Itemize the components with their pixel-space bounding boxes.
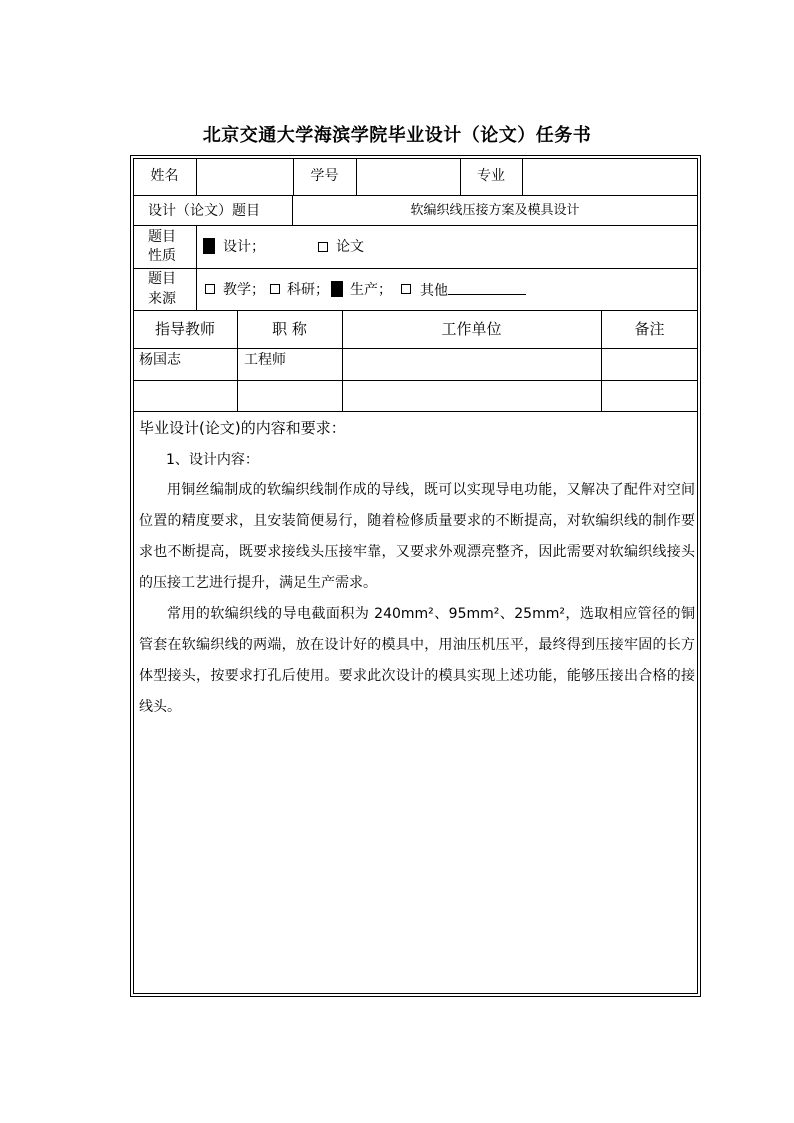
row-divider [133,348,698,349]
design-checkbox-checked[interactable] [203,238,215,254]
research-checkbox[interactable] [270,284,280,294]
content-body [139,475,695,723]
col-divider [196,225,197,310]
other-checkbox[interactable] [401,284,411,294]
row-divider [133,268,698,269]
student-id-label: 学号 [310,168,339,184]
row-divider [133,380,698,381]
col-divider [356,158,357,195]
col-divider [196,158,197,195]
production-checkbox-checked[interactable] [331,281,343,297]
source-label-line2: 来源 [148,291,176,307]
advisor-name-cell[interactable]: 杨国志 [139,352,181,368]
thesis-checkbox[interactable] [318,242,328,252]
thesis-title-label: 设计（论文）题目 [148,203,260,219]
teaching-option-label: 教学； [223,282,265,298]
thesis-option-label: 论文 [336,239,364,255]
content-heading: 毕业设计(论文)的内容和要求： [139,419,346,437]
major-label: 专业 [477,168,505,184]
title-header: 职 称 [272,320,307,338]
section-heading: 1、设计内容： [166,452,259,468]
thesis-title-value[interactable]: 软编织线压接方案及模具设计 [410,203,580,218]
nature-label-line2: 性质 [148,248,176,264]
research-option-label: 科研； [287,282,329,298]
document-title: 北京交通大学海滨学院毕业设计（论文）任务书 [202,125,592,146]
advisor-header: 指导教师 [154,320,215,338]
remarks-header: 备注 [634,320,665,338]
design-option-label: 设计； [223,239,265,255]
nature-label-line1: 题目 [148,229,176,245]
workplace-header: 工作单位 [441,320,502,338]
source-label-line1: 题目 [148,271,176,287]
name-label: 姓名 [150,168,179,184]
col-divider [522,158,523,195]
row-divider [133,225,698,226]
paragraph-1: 用铜丝编制成的软编织线制作成的导线，既可以实现导电功能，又解决了配件对空间位置的精度要求，且安装简便易行，随着检修质量要求的不断提高，对软编织线的制作要求也不断提高，既要求接线头压接牢靠，又要求外观漂亮整齐，因此需要对软编织线接头的压接工艺进行提升，满足生产需求。 [139,482,695,591]
row-divider [133,411,698,412]
advisor-title-cell[interactable]: 工程师 [244,352,286,368]
other-option-label: 其他 [420,282,526,299]
row-divider [133,310,698,311]
teaching-checkbox[interactable] [205,284,215,294]
production-option-label: 生产； [350,282,392,298]
paragraph-2: 常用的软编织线的导电截面积为 240mm²、95mm²、25mm²，选取相应管径的铜管套在软编织线的两端，放在设计好的模具中，用油压机压平，最终得到压接牢固的长方体型接头，按要求打孔后使用。要求此次设计的模具实现上述功能，能够压接出合格的接线头。 [139,606,695,715]
row-divider [133,195,698,196]
